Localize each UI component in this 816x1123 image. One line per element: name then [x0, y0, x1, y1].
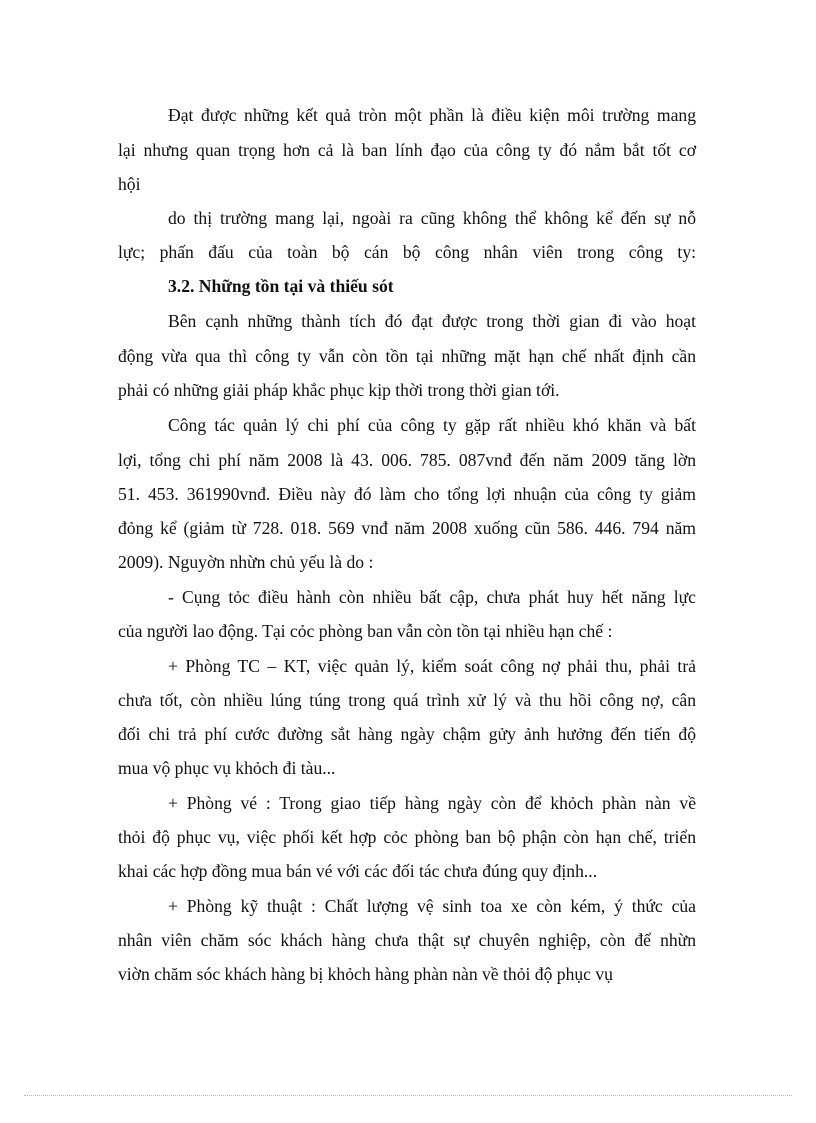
item-ticket-line-3: khai các hợp đồng mua bán vé với các đối tác chưa đúng quy định... — [118, 861, 598, 881]
item-finance-line-1: + Phòng TC – KT, việc quản lý, kiểm soát công nợ phải thu, phải trả — [168, 656, 696, 676]
bullet-1-line-2: của người lao động. Tại cỏc phòng ban vẫn còn tồn tại nhiều hạn chế : — [118, 621, 613, 641]
item-finance-line-3: đối chi trả phí cước đường sắt hàng ngày chậm gửy ảnh hưởng đến tiến độ — [118, 724, 696, 744]
section-heading: 3.2. Những tồn tại và thiếu sót — [168, 276, 394, 296]
paragraph-3-line-2: động vừa qua thì công ty vẫn còn tồn tại những mặt hạn chế nhất định cần — [118, 346, 696, 366]
paragraph-2-line-2: lực; phấn đấu của toàn bộ cán bộ công nhân viên trong công ty: — [118, 242, 696, 262]
paragraph-4-line-4: đỏng kể (giảm từ 728. 018. 569 vnđ năm 2008 xuống cũn 586. 446. 794 năm — [118, 518, 696, 538]
paragraph-4-line-3: 51. 453. 361990vnđ. Điều này đó làm cho tổng lợi nhuận của công ty giảm — [118, 484, 696, 504]
item-finance-line-4: mua vộ phục vụ khỏch đi tàu... — [118, 758, 336, 778]
bullet-1-line-1: - Cụng tỏc điều hành còn nhiều bất cập, chưa phát huy hết năng lực — [168, 587, 696, 607]
paragraph-4-line-1: Công tác quản lý chi phí của công ty gặp rất nhiều khó khăn và bất — [168, 415, 696, 435]
item-technical-line-3: viờn chăm sóc khách hàng bị khỏch hàng phàn nàn về thỏi độ phục vụ — [118, 964, 613, 984]
paragraph-1-line-1: Đạt được những kết quả tròn một phần là điều kiện môi trường mang — [168, 105, 696, 125]
item-finance-line-2: chưa tốt, còn nhiều lúng túng trong quá trình xử lý và thu hồi công nợ, cân — [118, 690, 696, 710]
page-footer-divider — [24, 1095, 792, 1096]
item-technical-line-1: + Phòng kỹ thuật : Chất lượng vệ sinh toa xe còn kém, ý thức của — [168, 896, 696, 916]
paragraph-2-line-1: do thị trường mang lại, ngoài ra cũng không thể không kể đến sự nỗ — [168, 208, 696, 228]
paragraph-4-line-5: 2009). Nguyờn nhừn chủ yếu là do : — [118, 552, 374, 572]
item-ticket-line-2: thỏi độ phục vụ, việc phối kết hợp cỏc phòng ban bộ phận còn hạn chế, triển — [118, 827, 696, 847]
item-technical-line-2: nhân viên chăm sóc khách hàng chưa thật sự chuyên nghiệp, còn để nhừn — [118, 930, 696, 950]
paragraph-3-line-1: Bên cạnh những thành tích đó đạt được trong thời gian đi vào hoạt — [168, 311, 696, 331]
item-ticket-line-1: + Phòng vé : Trong giao tiếp hàng ngày còn để khỏch phàn nàn về — [168, 793, 696, 813]
paragraph-1-line-3: hội — [118, 174, 141, 194]
paragraph-1-line-2: lại nhưng quan trọng hơn cả là ban lính đạo của công ty đó nắm bắt tốt cơ — [118, 140, 696, 160]
paragraph-3-line-3: phải có những giải pháp khắc phục kịp thời trong thời gian tới. — [118, 380, 560, 400]
paragraph-4-line-2: lợi, tổng chi phí năm 2008 là 43. 006. 785. 087vnđ đến năm 2009 tăng lờn — [118, 450, 696, 470]
